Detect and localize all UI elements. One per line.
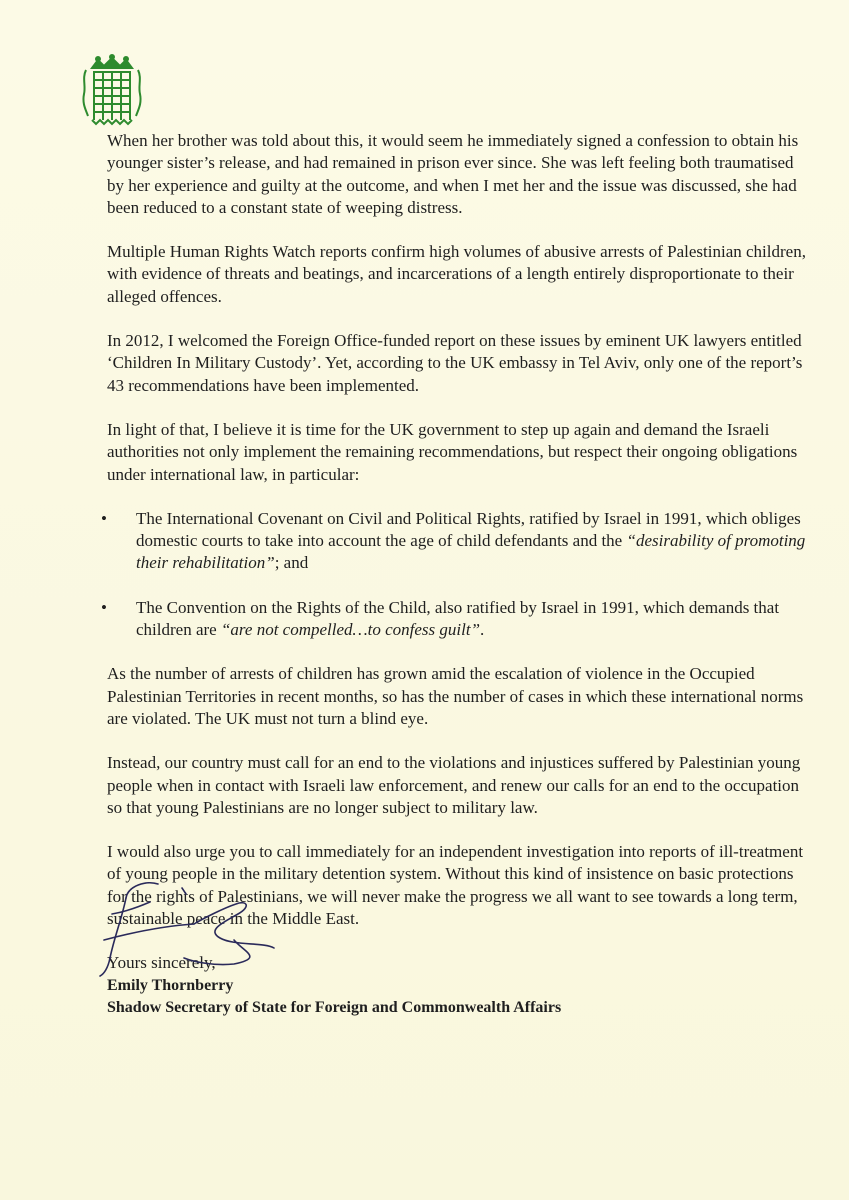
- bullet-item-iccpr: [107, 508, 807, 575]
- bullet-text: The International Covenant on Civil and Political Rights, ratified by Israel in 1991, which obliges domestic courts to take into account the age of child defendants and the: [136, 508, 801, 551]
- signatory-name: Emily Thornberry: [107, 977, 234, 994]
- signatory-title: Shadow Secretary of State for Foreign and Commonwealth Affairs: [107, 999, 562, 1016]
- paragraph-4: In light of that, I believe it is time for the UK government to step up again and demand the Israeli authorities not only implement the remaining recommendations, but respect their ongoing obligations under international law, in particular:: [107, 419, 798, 484]
- paragraph-1: When her brother was told about this, it would seem he immediately signed a confession to obtain his younger sister’s release, and had remained in prison ever since. She was left feeling both traumatised by her experience and guilty at the outcome, and when I met her and the issue was discussed, she had been reduced to a constant state of weeping distress.: [107, 131, 799, 217]
- bullet-text: The Convention on the Rights of the Child, also ratified by Israel in 1991, which demands that children are: [136, 597, 780, 640]
- bullet-tail: .: [480, 620, 485, 640]
- bullet-item-crc: [107, 597, 807, 642]
- bullet-quote: “desirability of promoting their rehabilitation”: [136, 531, 806, 573]
- paragraph-7: I would also urge you to call immediately for an independent investigation into reports of ill-treatment of young people in the military detention system. Without this kind of insistence on basic protections for the rights of Palestinians, we will never make the progress we all want to see towards a long term, sustainable peace in the Middle East.: [107, 842, 804, 929]
- paragraph-3: In 2012, I welcomed the Foreign Office-funded report on these issues by eminent UK lawyers entitled ‘Children In Military Custody’. Yet, according to the UK embassy in Tel Aviv, only one of the report’s 43 recommendations have been implemented.: [107, 331, 803, 395]
- bullet-quote: “are not compelled…to confess guilt”: [220, 620, 481, 640]
- paragraph-6: Instead, our country must call for an end to the violations and injustices suffered by Palestinian young people when in contact with Israeli law enforcement, and renew our calls for an end to the occupation so that young Palestinians are no longer subject to military law.: [107, 753, 801, 817]
- paragraph-5: As the number of arrests of children has grown amid the escalation of violence in the Occupied Palestinian Territories in recent months, so has the number of cases in which these international norms are violated. The UK must not turn a blind eye.: [107, 664, 804, 728]
- paragraph-2: Multiple Human Rights Watch reports confirm high volumes of abusive arrests of Palestinian children, with evidence of threats and beatings, and incarcerations of a length entirely disproportionate to their alleged offences.: [107, 242, 806, 306]
- portcullis-crest-icon: [80, 54, 144, 126]
- bullet-tail: ; and: [274, 553, 309, 573]
- letter-body: [107, 130, 807, 997]
- obligations-list: [107, 508, 807, 641]
- closing-salutation: Yours sincerely,: [107, 953, 216, 973]
- handwritten-signature-icon: [84, 878, 284, 978]
